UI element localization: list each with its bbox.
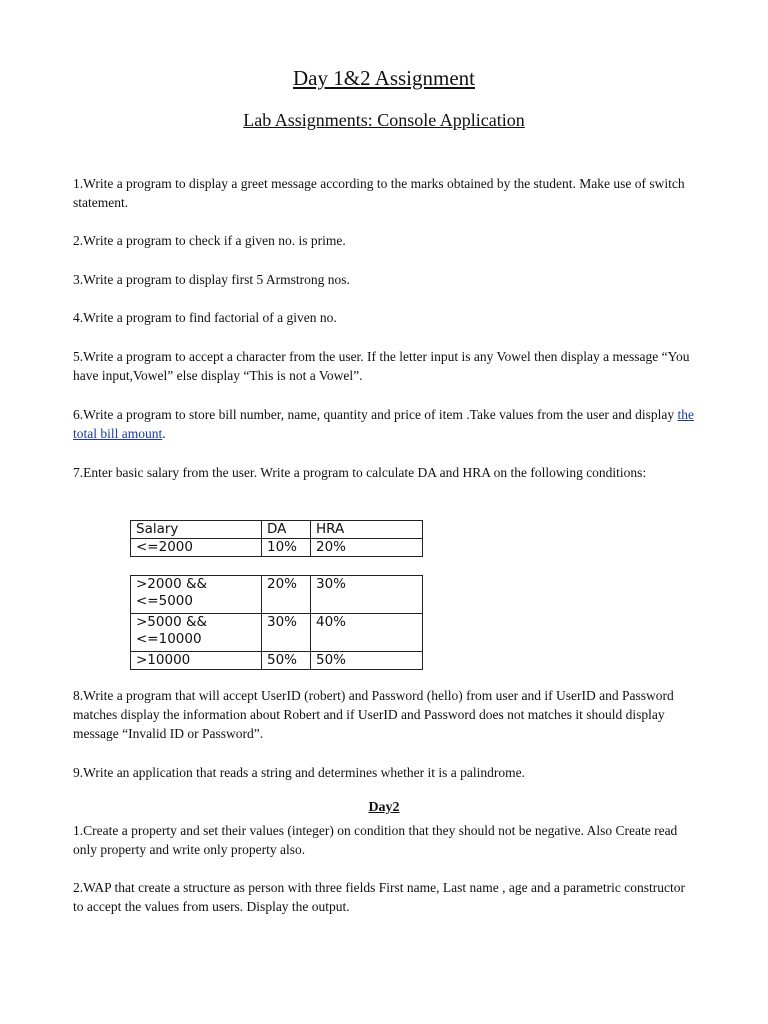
question-6-text: 6.Write a program to store bill number, name, quantity and price of item .Take values from the user and display [73, 407, 678, 422]
table-cell: 20% [262, 576, 311, 614]
question-4: 4.Write a program to find factorial of a given no. [73, 310, 337, 325]
table-row [131, 614, 423, 652]
question-5: 5.Write a program to accept a character from the user. If the letter input is any Vowel then display a message “You have input,Vowel” else display “This is not a Vowel”. [73, 349, 690, 383]
day2-heading: Day2 [368, 800, 400, 815]
table-row [131, 576, 423, 614]
question-3: 3.Write a program to display first 5 Armstrong nos. [73, 272, 350, 287]
question-6 [73, 405, 698, 443]
table-cell: 30% [311, 576, 423, 614]
question-7: 7.Enter basic salary from the user. Write a program to calculate DA and HRA on the following conditions: [73, 465, 647, 480]
question-2: 2.Write a program to check if a given no. is prime. [73, 233, 346, 248]
day2-question-1: 1.Create a property and set their values (integer) on condition that they should not be negative. Also Create read only property and write only property also. [73, 823, 678, 857]
table-cell: 10% [262, 539, 311, 557]
table-cell: 30% [262, 614, 311, 652]
salary-table-ranges [130, 575, 423, 670]
table-row [131, 539, 423, 557]
page-title: Day 1&2 Assignment [293, 66, 475, 90]
table-row [131, 652, 423, 670]
table-cell: >5000 && <=10000 [131, 614, 262, 652]
table-cell: Salary [131, 521, 262, 539]
salary-table-header [130, 520, 423, 557]
total-bill-link[interactable]: the total bill amount [73, 407, 695, 441]
table-cell: >2000 && <=5000 [131, 576, 262, 614]
question-1: 1.Write a program to display a greet message according to the marks obtained by the student. Make use of switch statement. [73, 176, 685, 210]
table-cell: 50% [262, 652, 311, 670]
question-9: 9.Write an application that reads a string and determines whether it is a palindrome. [73, 765, 525, 780]
question-6-end: . [162, 426, 166, 441]
table-cell: DA [262, 521, 311, 539]
table-row [131, 521, 423, 539]
page-subtitle: Lab Assignments: Console Application [243, 110, 525, 130]
table-cell: HRA [311, 521, 423, 539]
table-cell: >10000 [131, 652, 262, 670]
table-cell: <=2000 [131, 539, 262, 557]
table-cell: 40% [311, 614, 423, 652]
question-8: 8.Write a program that will accept UserID (robert) and Password (hello) from user and if UserID and Password matches display the information about Robert and if UserID and Password does not matches it should display message “Invalid ID or Password”. [73, 688, 674, 741]
table-cell: 50% [311, 652, 423, 670]
day2-question-2: 2.WAP that create a structure as person with three fields First name, Last name , age and a parametric constructor to accept the values from users. Display the output. [73, 880, 686, 914]
table-cell: 20% [311, 539, 423, 557]
